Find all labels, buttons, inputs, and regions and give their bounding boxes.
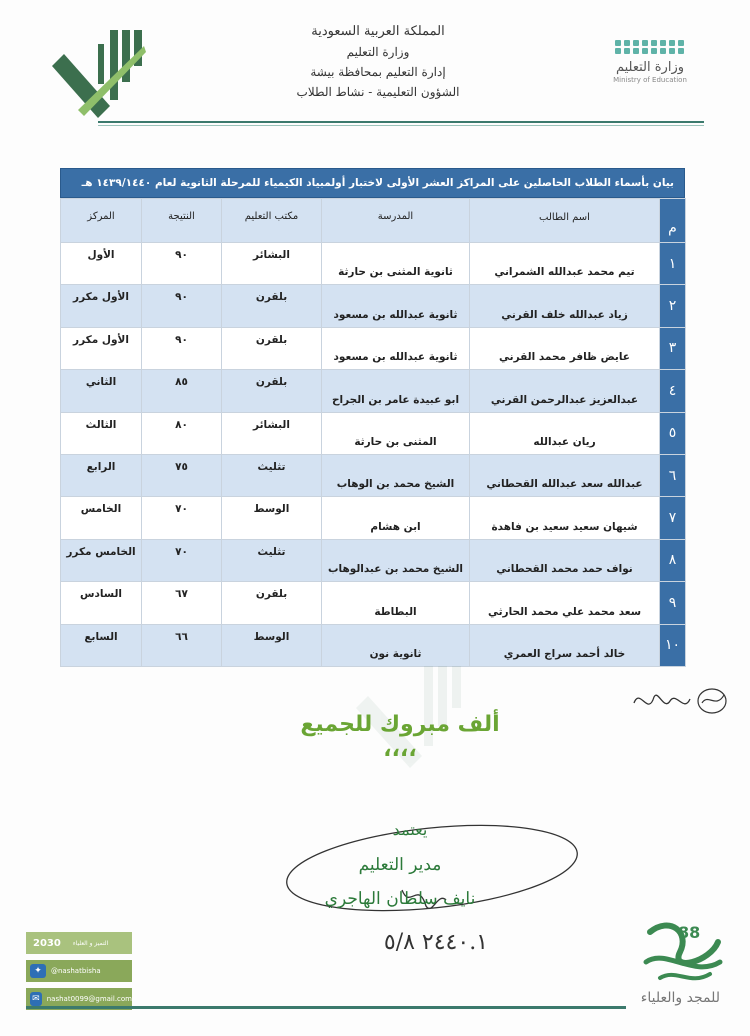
header-line-kingdom: المملكة العربية السعودية	[311, 24, 445, 39]
row-office: الوسط	[222, 624, 322, 666]
table-header-row	[61, 199, 686, 243]
row-office: البشائر	[222, 243, 322, 285]
vision-number: 2030	[33, 937, 61, 949]
row-rank: الأول مكرر	[61, 285, 142, 327]
row-school: ابو عبيدة عامر بن الجراح	[322, 370, 470, 412]
table-row	[61, 370, 686, 412]
row-rank: السادس	[61, 582, 142, 624]
approval-label: يعتمد	[392, 820, 428, 839]
table-row	[61, 454, 686, 496]
row-score: ٦٧	[142, 582, 222, 624]
row-office: تثليث	[222, 539, 322, 581]
social-links	[26, 932, 132, 1016]
header-score: النتيجة	[142, 199, 222, 243]
row-office: البشائر	[222, 412, 322, 454]
row-name: ريان عبدالله	[470, 412, 660, 454]
approval-block	[290, 820, 510, 909]
row-rank: الخامس	[61, 497, 142, 539]
results-table-wrapper	[60, 168, 685, 667]
row-num: ٨	[660, 539, 686, 581]
vision-tagline: التميز و العلياء	[72, 939, 109, 947]
table-row	[61, 285, 686, 327]
vision-badge	[26, 932, 132, 954]
row-score: ٧٠	[142, 539, 222, 581]
row-num: ٧	[660, 497, 686, 539]
row-score: ٧٥	[142, 454, 222, 496]
table-row	[61, 539, 686, 581]
ministry-name-ar: وزارة التعليم	[615, 60, 685, 75]
results-table	[60, 198, 686, 667]
table-row	[61, 327, 686, 369]
row-num: ٣	[660, 327, 686, 369]
congratulations-text: ألف مبروك للجميع ،،،،	[300, 712, 500, 762]
row-rank: الخامس مكرر	[61, 539, 142, 581]
handwritten-date: ٢٤٤٠.١ ٥/٨	[383, 930, 488, 955]
row-name: عبدالله سعد عبدالله القحطاني	[470, 454, 660, 496]
row-rank: الثالث	[61, 412, 142, 454]
row-score: ٩٠	[142, 243, 222, 285]
emblem-text: للمجد والعلياء	[640, 990, 720, 1006]
row-office: بلقرن	[222, 327, 322, 369]
nashat-logo-icon	[48, 26, 148, 118]
ministry-logo	[600, 40, 700, 110]
row-school: المثنى بن حارثة	[322, 412, 470, 454]
ministry-name-en: Ministry of Education	[613, 76, 687, 84]
row-rank: الثاني	[61, 370, 142, 412]
twitter-handle: @nashatbisha	[51, 967, 101, 975]
row-score: ٩٠	[142, 285, 222, 327]
row-school: ثانوية عبدالله بن مسعود	[322, 327, 470, 369]
header-line-ministry: وزارة التعليم	[346, 45, 410, 59]
row-school: ثانوية نون	[322, 624, 470, 666]
row-score: ٨٥	[142, 370, 222, 412]
table-title: بيان بأسماء الطلاب الحاصلين على المراكز العشر الأولى لاختبار أولمبياد الكيمياء للمرحلة الثانوية لعام ١٤٣٩/١٤٤٠ هـ	[60, 168, 685, 198]
table-row	[61, 582, 686, 624]
row-score: ٩٠	[142, 327, 222, 369]
row-num: ٢	[660, 285, 686, 327]
row-school: ثانوية المثنى بن حارثة	[322, 243, 470, 285]
row-name: سعد محمد علي محمد الحارثي	[470, 582, 660, 624]
approval-name: نايف سلطان الهاجري	[324, 889, 476, 909]
header-num: م	[660, 199, 686, 243]
row-office: بلقرن	[222, 285, 322, 327]
row-num: ١٠	[660, 624, 686, 666]
table-row	[61, 497, 686, 539]
row-score: ٨٠	[142, 412, 222, 454]
row-school: ابن هشام	[322, 497, 470, 539]
initials-signature-icon	[630, 683, 730, 723]
row-name: خالد أحمد سراج العمري	[470, 624, 660, 666]
row-num: ٩	[660, 582, 686, 624]
row-num: ٤	[660, 370, 686, 412]
emblem-number: 88	[678, 923, 701, 942]
row-name: شيهان سعيد سعيد بن فاهدة	[470, 497, 660, 539]
header-divider-thin	[98, 125, 704, 126]
table-row	[61, 243, 686, 285]
row-name: عبدالعزيز عبدالرحمن القرني	[470, 370, 660, 412]
header-office: مكتب التعليم	[222, 199, 322, 243]
ministry-dots-icon	[600, 40, 700, 54]
twitter-icon: ✦	[30, 964, 46, 978]
header-divider	[98, 121, 704, 123]
header-titles	[268, 22, 488, 102]
header-rank: المركز	[61, 199, 142, 243]
table-row	[61, 412, 686, 454]
row-num: ١	[660, 243, 686, 285]
row-name: نواف حمد محمد القحطاني	[470, 539, 660, 581]
row-name: زياد عبدالله خلف القرني	[470, 285, 660, 327]
twitter-link[interactable]	[26, 960, 132, 982]
row-school: الشيخ محمد بن الوهاب	[322, 454, 470, 496]
email-address: nashat0099@gmail.com	[46, 995, 132, 1003]
row-score: ٦٦	[142, 624, 222, 666]
header-school: المدرسة	[322, 199, 470, 243]
row-school: البطاطة	[322, 582, 470, 624]
row-rank: السابع	[61, 624, 142, 666]
row-num: ٥	[660, 412, 686, 454]
row-office: بلقرن	[222, 582, 322, 624]
row-name: عايض ظافر محمد القرني	[470, 327, 660, 369]
footer-divider	[26, 1006, 626, 1009]
row-rank: الأول	[61, 243, 142, 285]
row-score: ٧٠	[142, 497, 222, 539]
row-name: تيم محمد عبدالله الشمراني	[470, 243, 660, 285]
email-icon: ✉	[30, 992, 42, 1006]
row-rank: الأول مكرر	[61, 327, 142, 369]
header-line-affairs: الشؤون التعليمية - نشاط الطلاب	[296, 85, 460, 99]
row-rank: الرابع	[61, 454, 142, 496]
row-office: بلقرن	[222, 370, 322, 412]
row-school: الشيخ محمد بن عبدالوهاب	[322, 539, 470, 581]
row-school: ثانوية عبدالله بن مسعود	[322, 285, 470, 327]
row-office: الوسط	[222, 497, 322, 539]
row-num: ٦	[660, 454, 686, 496]
header-line-administration: إدارة التعليم بمحافظة بيشة	[310, 65, 446, 79]
header-name: اسم الطالب	[470, 199, 660, 243]
row-office: تثليث	[222, 454, 322, 496]
approval-title: مدير التعليم	[358, 855, 442, 875]
